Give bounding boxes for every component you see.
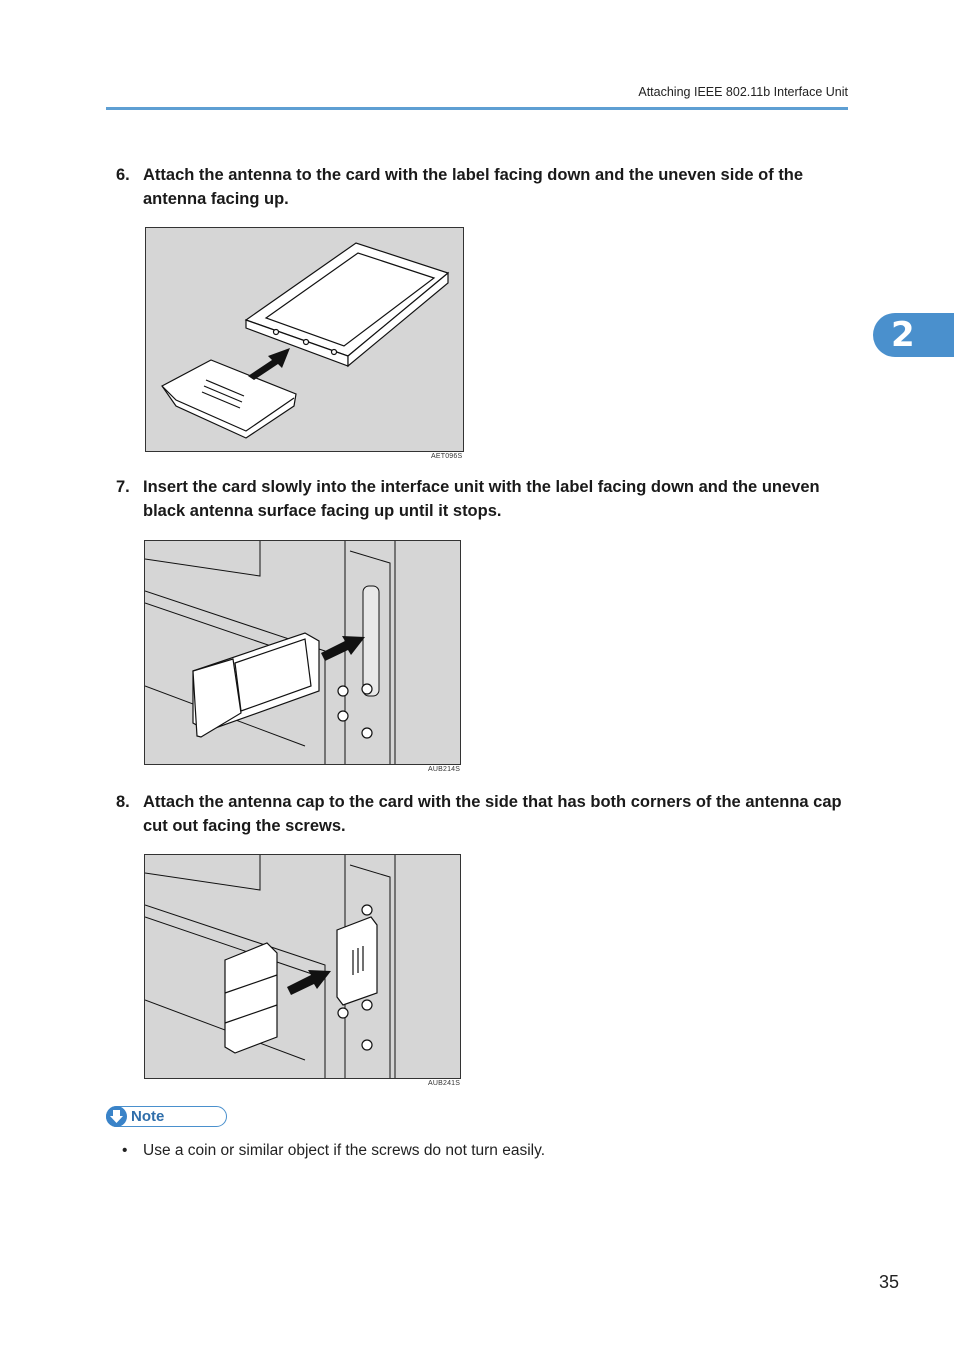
figure-insert-card <box>144 540 461 765</box>
step-text: Insert the card slowly into the interface unit with the label facing down and the uneven black antenna surface facing up until it stops. <box>143 478 820 520</box>
figure-code: AUB241S <box>428 1080 461 1087</box>
figure-code: AET096S <box>431 453 463 460</box>
step-8 <box>116 790 856 838</box>
step-7 <box>116 475 856 523</box>
note-item-text: Use a coin or similar object if the screws do not turn easily. <box>143 1142 546 1159</box>
insert-card-illustration <box>145 541 460 764</box>
step-text: Attach the antenna to the card with the label facing down and the uneven side of the antenna facing up. <box>143 166 804 208</box>
insert-arrow <box>321 636 365 661</box>
step-number: 6. <box>116 166 130 184</box>
chapter-tab <box>873 313 954 357</box>
figure-code: AUB214S <box>428 766 461 773</box>
arrow-down-icon <box>106 1106 127 1127</box>
insert-arrow <box>248 348 290 380</box>
figure-card-antenna <box>145 227 464 452</box>
header-title: Attaching IEEE 802.11b Interface Unit <box>638 85 848 99</box>
page-number: 35 <box>878 1272 899 1292</box>
chapter-number: 2 <box>891 315 915 355</box>
step-number: 7. <box>116 478 130 496</box>
bullet-mark: • <box>122 1142 128 1159</box>
header-rule <box>106 107 848 110</box>
step-6 <box>116 163 856 211</box>
attach-cap-illustration <box>145 855 460 1078</box>
step-text: Attach the antenna cap to the card with the side that has both corners of the antenna cap cut out facing the screws. <box>143 793 842 835</box>
insert-arrow <box>287 970 331 995</box>
step-number: 8. <box>116 793 130 811</box>
note-badge <box>106 1106 227 1127</box>
figure-attach-cap <box>144 854 461 1079</box>
note-label: Note <box>131 1108 165 1125</box>
card-antenna-illustration <box>146 228 463 451</box>
